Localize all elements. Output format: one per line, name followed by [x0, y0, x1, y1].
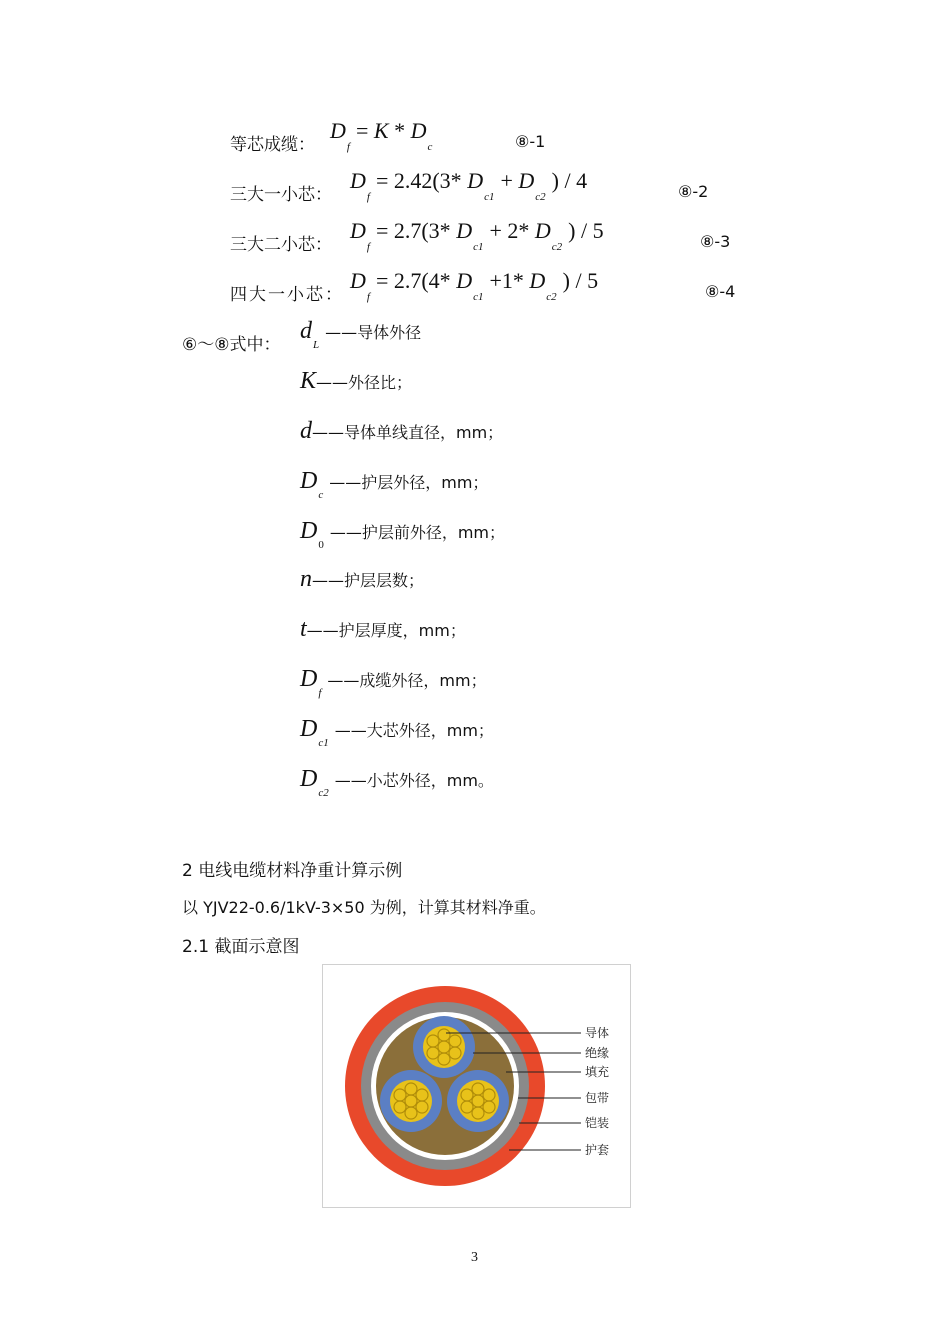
definition-symbol: D	[300, 666, 318, 692]
definition-row: $D_c——$护层外径，mm；	[300, 468, 489, 501]
formula-2-label: 三大一小芯：	[230, 185, 332, 205]
definition-row	[300, 368, 412, 395]
definition-text: ——护层层数；	[312, 571, 425, 590]
definition-row: $D_f——$成缆外径，mm；	[300, 666, 487, 699]
formula-3-label: 三大二小芯：	[230, 235, 332, 255]
definition-symbol: d	[300, 318, 312, 344]
subsection-heading: 2.1 截面示意图	[182, 937, 300, 957]
label-armor: 铠装	[585, 1116, 610, 1130]
definition-text: ——导体外径	[325, 323, 422, 342]
definition-row: $D_{c2}——$小芯外径，mm。	[300, 766, 494, 799]
definition-text: ——大芯外径，mm；	[334, 721, 494, 740]
label-sheath: 护套	[585, 1143, 610, 1157]
formula-3-expression: $D_f= 2.7(3*$ $D_{c1}+ 2*$ $D_{c2}) / 5$	[350, 218, 604, 253]
definition-text: ——小芯外径，mm。	[334, 771, 494, 790]
formula-4-expression: $D_f= 2.7(4*$ $D_{c1}+1*$ $D_{c2}) / 5$	[350, 268, 599, 303]
definition-row: $D_{c1}——$大芯外径，mm；	[300, 716, 494, 749]
where-label: ⑥～⑧式中：	[182, 335, 281, 355]
label-filler: 填充	[585, 1065, 610, 1079]
label-tape: 包带	[585, 1091, 610, 1105]
definition-text: ——护层前外径，mm；	[329, 523, 506, 542]
formula-3-number: ⑧-3	[700, 232, 731, 251]
core-right	[447, 1070, 509, 1132]
core-top	[413, 1016, 475, 1078]
definition-row	[300, 566, 424, 593]
cable-cross-section-figure	[322, 964, 631, 1208]
label-insulation: 绝缘	[585, 1046, 610, 1060]
definition-text: ——护层厚度，mm；	[306, 621, 466, 640]
formula-2-number: ⑧-2	[678, 182, 709, 201]
definition-text: ——护层外径，mm；	[329, 473, 489, 492]
formula-4-number: ⑧-4	[705, 282, 736, 301]
definition-text: ——外径比；	[316, 373, 413, 392]
page-number: 3	[471, 1250, 478, 1265]
core-left	[380, 1070, 442, 1132]
section-heading: 2 电线电缆材料净重计算示例	[182, 861, 403, 881]
formula-1-number: ⑧-1	[515, 132, 546, 151]
formula-1-expression: $D_f= K * D_c$	[330, 118, 433, 153]
definition-symbol: n	[300, 566, 312, 592]
cable-cross-section-diagram	[323, 965, 630, 1207]
definition-row: $d_L——$导体外径	[300, 318, 422, 351]
label-conductor: 导体	[585, 1026, 610, 1040]
definition-symbol: d	[300, 418, 312, 444]
definition-symbol: D	[300, 518, 318, 544]
definition-row	[300, 616, 466, 643]
definition-symbol: D	[300, 766, 318, 792]
definition-symbol: t	[300, 616, 307, 642]
intro-paragraph: 以 YJV22-0.6/1kV-3×50 为例，计算其材料净重。	[182, 898, 546, 917]
definition-row: $D_0——$护层前外径，mm；	[300, 518, 506, 551]
definition-text: ——导体单线直径，mm；	[312, 423, 504, 442]
formula-4-label: 四大一小芯：	[230, 285, 344, 305]
definition-text: ——成缆外径，mm；	[327, 671, 487, 690]
definition-symbol: D	[300, 468, 318, 494]
definition-symbol: K	[300, 368, 317, 394]
formula-2-expression: $D_f= 2.42(3*$ $D_{c1}+ D_{c2}) / 4$	[350, 168, 588, 203]
formula-1-label: 等芯成缆：	[230, 135, 315, 155]
definition-row	[300, 418, 503, 445]
definition-symbol: D	[300, 716, 318, 742]
